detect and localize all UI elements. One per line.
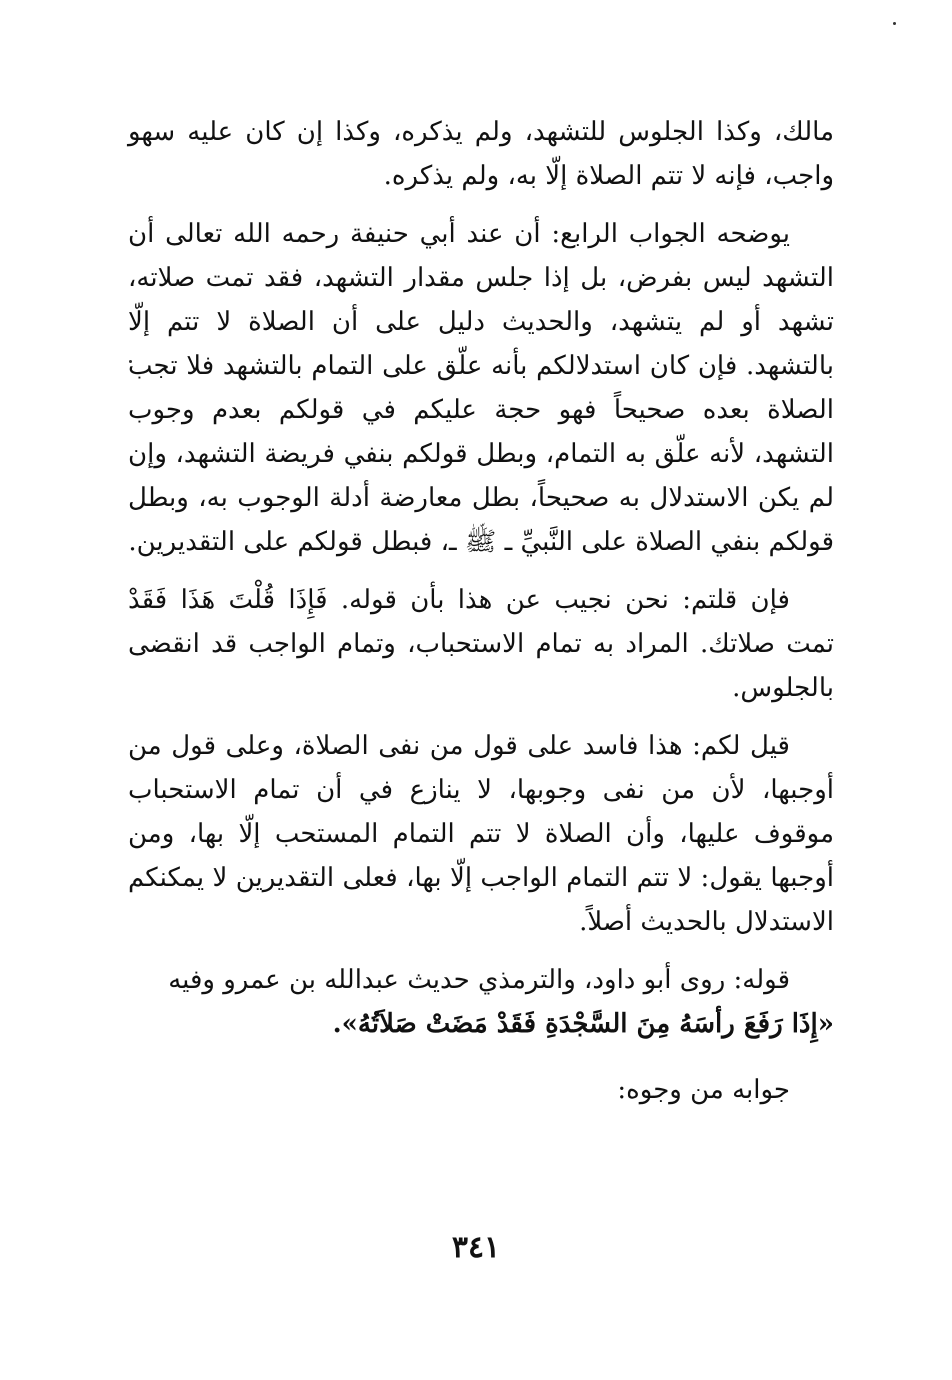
hadith-quote: «إِذَا رَفَعَ رأسَهُ مِنَ السَّجْدَةِ فَقَدْ مَضَتْ صَلاَتُهُ». [332, 1009, 834, 1039]
page-number: ٣٤١ [451, 1230, 501, 1265]
paragraph-text: قوله: روى أبو داود، والترمذي حديث عبدالله بن عمرو وفيه [168, 965, 790, 995]
paragraph: فإن قلتم: نحن نجيب عن هذا بأن قوله. فَإِذَا قُلْتَ هَذَا فَقَدْ تمت صلاتك. المراد به تمام الاستحباب، وتمام الواجب قد انقضى بالجلوس. [128, 585, 834, 703]
paragraph-with-hadith [128, 958, 834, 1046]
paragraph: قيل لكم: هذا فاسد على قول من نفى الصلاة، وعلى قول من أوجبها، لأن من نفى وجوبها، لا ينازع في أن تمام الاستحباب موقوف عليها، وأن الصلاة لا تتم التمام المستحب إلّا بها، ومن أوجبها يقول: لا تتم التمام الواجب إلّا بها، فعلى التقديرين لا يمكنكم الاستدلال بالحديث أصلاً. [128, 731, 834, 937]
scan-speck [893, 22, 896, 25]
body-text [128, 110, 834, 1126]
answer-heading: جوابه من وجوه: [617, 1075, 790, 1105]
paragraph: مالك، وكذا الجلوس للتشهد، ولم يذكره، وكذا إن كان عليه سهو واجب، فإنه لا تتم الصلاة إلّا به، ولم يذكره. [128, 117, 834, 191]
paragraph: يوضحه الجواب الرابع: أن عند أبي حنيفة رحمه الله تعالى أن التشهد ليس بفرض، بل إذا جلس مقدار التشهد، فقد تمت صلاته، تشهد أو لم يتشهد، والحديث دليل على أن الصلاة لا تتم إلّا بالتشهد. فإن كان استدلالكم بأنه علّق على التمام بالتشهد فلا تجب الصلاة بعده صحيحاً فهو حجة عليكم في قولكم بعدم وجوب التشهد، لأنه علّق به التمام، وبطل قولكم بنفي فريضة التشهد، وإن لم يكن الاستدلال به صحيحاً، بطل معارضة أدلة الوجوب به، وبطل قولكم بنفي الصلاة على النَّبيِّ ـ ﷺ ـ، فبطل قولكم على التقديرين. [128, 219, 834, 557]
